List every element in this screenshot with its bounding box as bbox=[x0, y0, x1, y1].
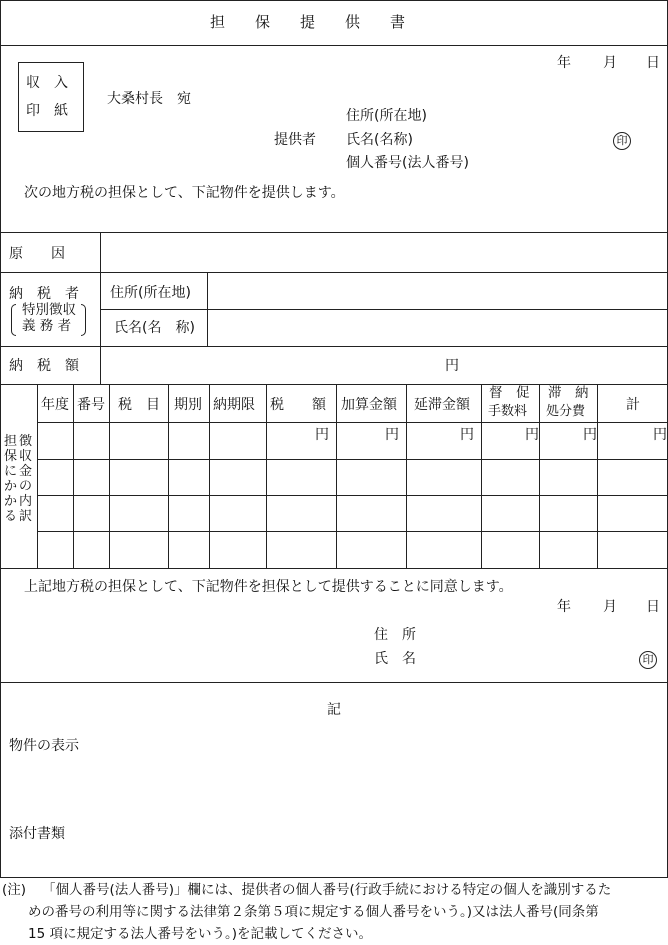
column-header-period: 期別 bbox=[174, 397, 202, 413]
special-collector-label-1: 特別徴収 bbox=[22, 302, 76, 318]
consent-address-label: 住 所 bbox=[374, 627, 416, 643]
breakdown-header-divider bbox=[37, 422, 668, 423]
column-header-number: 番号 bbox=[77, 397, 105, 413]
property-label: 物件の表示 bbox=[9, 738, 79, 754]
consent-name-label: 氏 名 bbox=[374, 651, 416, 667]
column-header-tax-item: 税 目 bbox=[118, 397, 160, 413]
note-prefix: (注) bbox=[2, 882, 27, 898]
yen-unit-delinquency-amount: 円 bbox=[460, 427, 474, 443]
taxpayer-label: 納 税 者 bbox=[9, 286, 79, 302]
provider-label: 提供者 bbox=[274, 132, 316, 148]
consent-seal-icon: 印 bbox=[639, 651, 657, 669]
yen-unit-demand-fee: 円 bbox=[525, 427, 539, 443]
right-bracket bbox=[81, 304, 86, 336]
yen-unit-additional-amount: 円 bbox=[385, 427, 399, 443]
breakdown-bottom-divider bbox=[0, 568, 668, 569]
breakdown-col-line-4 bbox=[209, 384, 210, 568]
breakdown-col-line-2 bbox=[109, 384, 110, 568]
note-line-1: 「個人番号(法人番号)」欄には、提供者の個人番号(行政手続における特定の個人を識別するた bbox=[42, 882, 612, 898]
revenue-stamp-label-2: 印 紙 bbox=[26, 103, 68, 119]
taxpayer-name-label: 氏名(名 称) bbox=[114, 320, 195, 336]
tax-amount-label: 納 税 額 bbox=[9, 358, 79, 374]
breakdown-col-line-7 bbox=[406, 384, 407, 568]
provider-number-label: 個人番号(法人番号) bbox=[346, 155, 469, 171]
attachments-label: 添付書類 bbox=[9, 826, 65, 842]
revenue-stamp-label-1: 収 入 bbox=[26, 75, 68, 91]
note-line-3: 15 項に規定する法人番号をいう。)を記載してください。 bbox=[28, 926, 372, 942]
breakdown-col-line-6 bbox=[336, 384, 337, 568]
consent-date-year: 年 bbox=[557, 599, 571, 615]
yen-unit-disposition-cost: 円 bbox=[583, 427, 597, 443]
column-header-demand-fee-1: 督 促 bbox=[489, 385, 530, 401]
breakdown-col-line-5 bbox=[266, 384, 267, 568]
consent-statement: 上記地方税の担保として、下記物件を担保として提供することに同意します。 bbox=[24, 579, 513, 595]
breakdown-col-line-8 bbox=[481, 384, 482, 568]
breakdown-side-label-col2: 徴収金の内訳 bbox=[19, 434, 33, 524]
column-header-delinquency-amount: 延滞金額 bbox=[414, 397, 470, 413]
breakdown-col-line-0 bbox=[37, 384, 38, 568]
breakdown-col-line-10 bbox=[597, 384, 598, 568]
breakdown-side-label-col1: 担保にかかる bbox=[4, 434, 18, 524]
breakdown-col-line-1 bbox=[73, 384, 74, 568]
taxpayer-address-divider bbox=[100, 309, 668, 310]
column-header-demand-fee-2: 手数料 bbox=[488, 404, 528, 419]
label-column-divider bbox=[100, 232, 101, 384]
consent-divider bbox=[0, 682, 668, 683]
record-heading: 記 bbox=[327, 702, 341, 718]
provision-statement: 次の地方税の担保として、下記物件を提供します。 bbox=[24, 185, 345, 201]
cause-row-divider bbox=[0, 272, 668, 273]
breakdown-row-divider-3 bbox=[37, 531, 668, 532]
date-month: 月 bbox=[603, 55, 617, 71]
left-bracket bbox=[11, 304, 16, 336]
revenue-stamp-box bbox=[18, 62, 84, 132]
breakdown-row-divider-2 bbox=[37, 495, 668, 496]
date-day: 日 bbox=[646, 55, 660, 71]
column-header-total: 計 bbox=[626, 397, 640, 413]
yen-unit-tax-amount: 円 bbox=[315, 427, 329, 443]
consent-date-month: 月 bbox=[603, 599, 617, 615]
column-header-disposition-cost-2: 処分費 bbox=[546, 404, 586, 419]
tax-amount-yen: 円 bbox=[445, 358, 459, 374]
column-header-disposition-cost-1: 滞 納 bbox=[548, 385, 589, 401]
breakdown-row-divider-1 bbox=[37, 459, 668, 460]
special-collector-label-2: 義 務 者 bbox=[22, 318, 72, 334]
taxpayer-row-divider bbox=[0, 346, 668, 347]
provider-address-label: 住所(所在地) bbox=[346, 108, 427, 124]
provider-seal-icon: 印 bbox=[613, 132, 631, 150]
consent-date-day: 日 bbox=[646, 599, 660, 615]
form-title: 担 保 提 供 書 bbox=[210, 13, 406, 31]
column-header-year: 年度 bbox=[41, 397, 69, 413]
column-header-due-date: 納期限 bbox=[213, 397, 255, 413]
breakdown-col-line-3 bbox=[168, 384, 169, 568]
date-year: 年 bbox=[557, 55, 571, 71]
cause-label: 原 因 bbox=[9, 246, 65, 262]
note-line-2: めの番号の利用等に関する法律第２条第５項に規定する個人番号をいう。)又は法人番号(同条第 bbox=[28, 904, 599, 920]
yen-unit-total: 円 bbox=[653, 427, 667, 443]
breakdown-col-line-9 bbox=[539, 384, 540, 568]
title-divider bbox=[0, 45, 668, 46]
column-header-additional-amount: 加算金額 bbox=[341, 397, 397, 413]
taxpayer-address-label: 住所(所在地) bbox=[110, 285, 191, 301]
addressee: 大桑村長 宛 bbox=[107, 91, 191, 107]
column-header-tax-amount: 税 額 bbox=[270, 397, 326, 413]
provider-name-label: 氏名(名称) bbox=[346, 132, 413, 148]
